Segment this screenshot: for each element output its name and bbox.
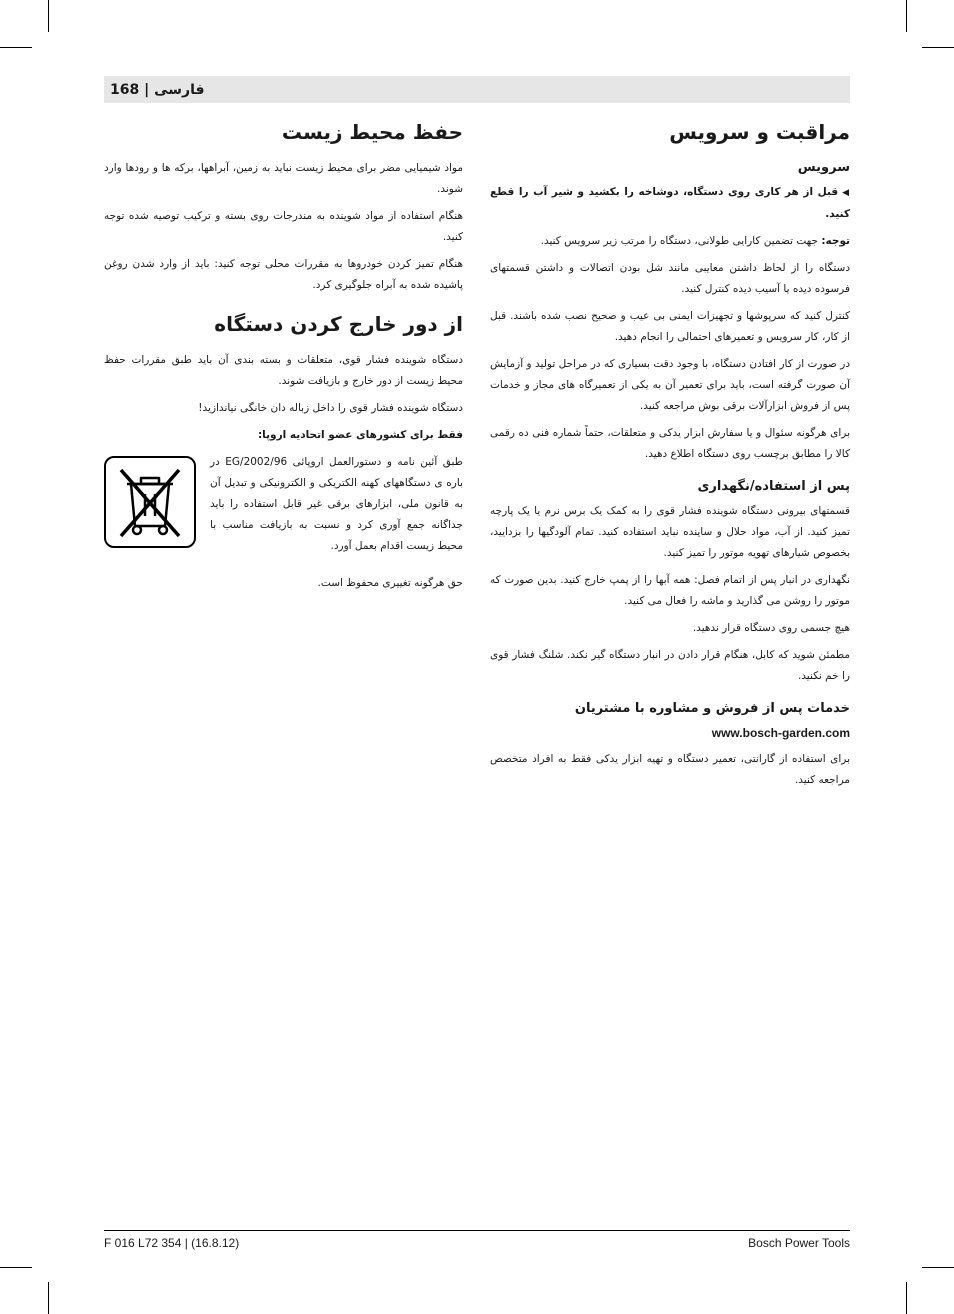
eu-heading: فقط برای کشورهای عضو اتحادیه اروپا: xyxy=(257,429,463,441)
service-paragraph: در صورت از کار افتادن دستگاه، با وجود دقت بسیاری که در مراحل تولید و آزمایش آن صورت گرفته است، باید برای تعمیر آن به یکی از تعمیرگاه های مجاز و خدمات پس از فروش ابزارآلات برقی بوش مراجعه کنید. xyxy=(490,358,850,412)
disposal-paragraph: دستگاه شوینده فشار قوی، متعلقات و بسته بندی آن باید طبق مقررات حفظ محیط زیست از دور خارج و بازیافت شوند. xyxy=(104,354,463,387)
customer-service-paragraph: برای استفاده از گارانتی، تعمیر دستگاه و تهیه ابزار یدکی فقط به افراد متخصص مراجعه کنید. xyxy=(490,753,850,786)
after-use-paragraph: نگهداری در انبار پس از اتمام فصل: همه آبها را از پمپ خارج کنید. بدین صورت که موتور را روشن می گذارید و ماشه را فعال می کنید. xyxy=(490,574,850,607)
eu-disposal-block xyxy=(104,452,463,563)
right-column xyxy=(490,118,850,797)
crop-mark xyxy=(922,1267,954,1268)
crop-mark xyxy=(0,1267,32,1268)
bin-svg xyxy=(115,464,185,540)
disposal-paragraph: دستگاه شوینده فشار قوی را داخل زباله دان خانگی نیاندازید! xyxy=(198,402,463,414)
crop-mark xyxy=(0,47,32,48)
left-column xyxy=(104,118,463,600)
disposal-title: از دور خارج کردن دستگاه xyxy=(214,312,463,336)
environment-paragraph: هنگام تمیز کردن خودروها به مقررات محلی توجه کنید: باید از وارد شدن روغن پاشیده شده به آبراه جلوگیری کرد. xyxy=(104,258,463,291)
footer-divider xyxy=(104,1230,850,1231)
after-use-paragraph: هیچ جسمی روی دستگاه قرار ندهید. xyxy=(692,622,850,634)
service-bullet-text: قبل از هر کاری روی دستگاه، دوشاخه را بکشید و شیر آب را قطع کنید. xyxy=(490,186,850,220)
maintenance-title: مراقبت و سرویس xyxy=(669,120,850,144)
after-use-paragraph: قسمتهای بیرونی دستگاه شوینده فشار قوی را به کمک یک برس نرم یا یک پارچه تمیز کنید. از آب، مواد حلال و ساینده نباید استفاده کنید. تمام آلودگیها را بزدایید، بخصوص شیارهای تهویه موتور را تمیز کنید. xyxy=(490,505,850,559)
footer-brand: Bosch Power Tools xyxy=(748,1236,850,1250)
environment-title: حفظ محیط زیست xyxy=(281,120,463,144)
footer-document-code: F 016 L72 354 | (16.8.12) xyxy=(104,1236,240,1250)
crossed-out-wheelie-bin-icon xyxy=(104,456,196,548)
note-term: توجه: xyxy=(821,235,850,247)
service-paragraph: دستگاه را از لحاظ داشتن معایبی مانند شل بودن اتصالات و داشتن قسمتهای فرسوده دیده یا آسیب دیده کنترل کنید. xyxy=(490,262,850,295)
crop-mark xyxy=(48,0,49,32)
service-paragraph: برای هرگونه سئوال و یا سفارش ابزار یدکی و متعلقات، حتماً شماره فنی ده رقمی کالا را مطابق برچسب روی دستگاه اطلاع دهید. xyxy=(490,427,850,460)
environment-paragraph: هنگام استفاده از مواد شوینده به مندرجات روی بسته و ترکیب توصیه شده توجه کنید. xyxy=(104,210,463,243)
crop-mark xyxy=(906,0,907,32)
bullet-arrow-icon: ◀ xyxy=(842,188,851,198)
environment-paragraph: مواد شیمیایی مضر برای محیط زیست نباید به زمین، آبراهها، برکه ها و رودها وارد شوند. xyxy=(104,162,463,195)
website-link[interactable]: www.bosch-garden.com xyxy=(711,726,850,740)
crop-mark xyxy=(48,1282,49,1314)
page-number-label: 168 | فارسی xyxy=(110,82,205,98)
after-use-heading: پس از استفاده/نگهداری xyxy=(697,479,850,494)
crop-mark xyxy=(922,47,954,48)
eu-disposal-text-wrap xyxy=(210,452,463,563)
service-bullet xyxy=(490,182,850,225)
after-use-paragraph: مطمئن شوید که کابل، هنگام قرار دادن در انبار دستگاه گیر نکند. شلنگ فشار قوی را خم نکنید. xyxy=(490,649,850,682)
note-text: جهت تضمین کارایی طولانی، دستگاه را مرتب زیر سرویس کنید. xyxy=(540,235,822,247)
changes-note: حق هرگونه تغییری محفوظ است. xyxy=(317,577,463,589)
customer-service-heading: خدمات پس از فروش و مشاوره با مشتریان xyxy=(574,701,850,716)
header-band xyxy=(104,76,850,103)
crop-mark xyxy=(906,1282,907,1314)
service-paragraph: کنترل کنید که سرپوشها و تجهیزات ایمنی بی عیب و صحیح نصب شده باشند. قبل از کار، کار سرویس و تعمیرهای احتمالی را انجام دهید. xyxy=(490,310,850,343)
service-note xyxy=(490,231,850,252)
service-heading: سرویس xyxy=(797,160,850,175)
eu-disposal-text: طبق آئین نامه و دستورالعمل اروپائی 2002/96/EG در باره ی دستگاههای کهنه الکتریکی و الکترونیکی و تبدیل آن به قانون ملی، ابزارهای برقی غیر قابل استفاده را باید جداگانه جمع آوری کرد و نسبت به بازیافت مناسب با محیط زیست اقدام بعمل آورد. xyxy=(210,456,463,552)
